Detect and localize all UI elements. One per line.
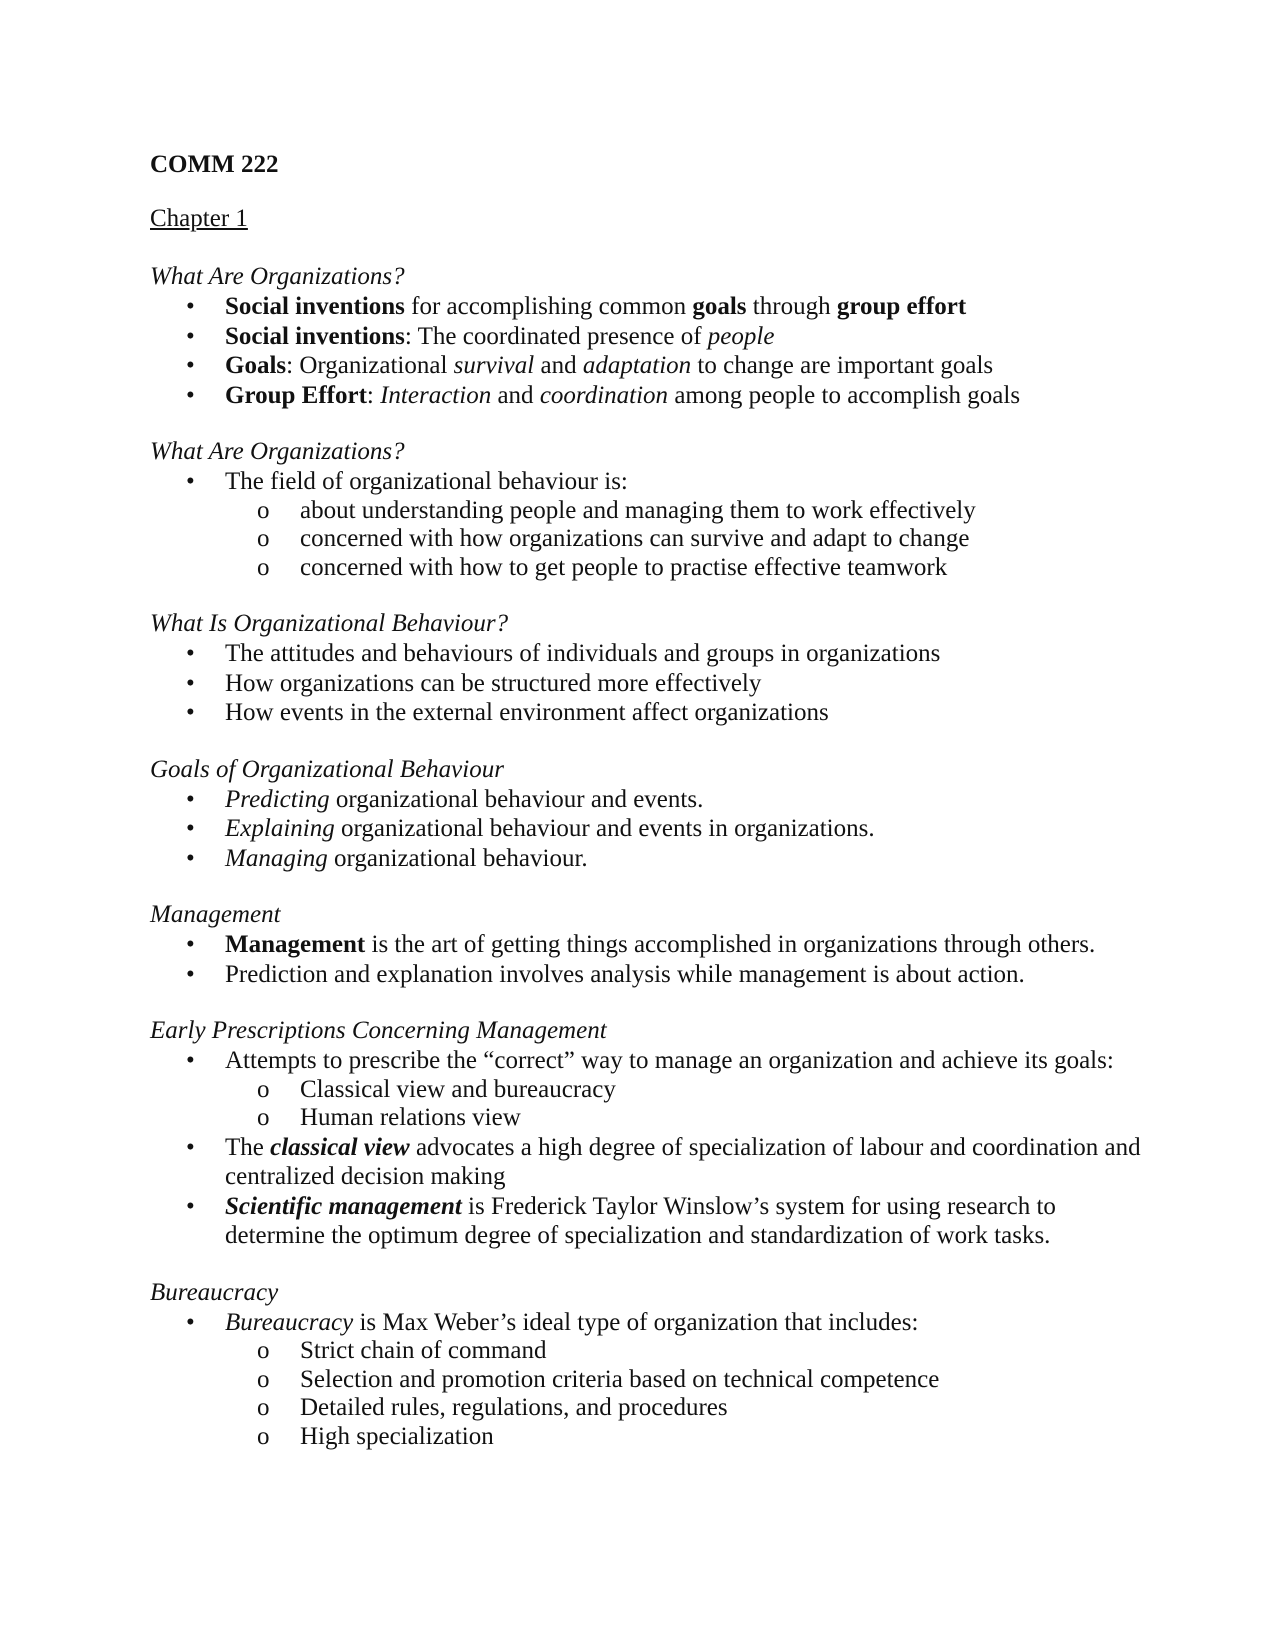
bullet-icon: •: [186, 1047, 195, 1074]
sub-bullet-icon: o: [257, 1075, 270, 1103]
section-what-are-organizations: [150, 262, 1150, 410]
sub-bullet-list: [225, 497, 1150, 583]
sub-list-item: o High specialization: [257, 1422, 494, 1450]
list-item: • Goals: Organizational survival and adaptation to change are important goals: [186, 352, 994, 379]
bullet-list: [150, 930, 1150, 989]
bullet-icon: •: [186, 381, 195, 409]
bullet-icon: •: [186, 322, 195, 350]
list-item: • The classical view advocates a high degree of specialization of labour and coordination and centralized decision making: [186, 1133, 1141, 1190]
list-item: • The attitudes and behaviours of individuals and groups in organizations: [186, 640, 941, 667]
section-bureaucracy: [150, 1278, 1150, 1452]
sub-list-item: o concerned with how organizations can survive and adapt to change: [257, 525, 970, 552]
list-item: • Managing organizational behaviour.: [186, 844, 588, 872]
bullet-list: [150, 639, 1150, 728]
section-early-prescriptions: [150, 1016, 1150, 1251]
section-heading: Bureaucracy: [150, 1278, 279, 1306]
section-heading: Early Prescriptions Concerning Management: [150, 1017, 607, 1044]
sub-bullet-icon: o: [257, 496, 270, 524]
bullet-icon: •: [186, 815, 195, 842]
section-what-are-organizations-2: [150, 437, 1150, 582]
sub-list-item: o Selection and promotion criteria based on technical competence: [257, 1365, 940, 1393]
section-goals-of-ob: [150, 755, 1150, 874]
bullet-icon: •: [186, 1308, 195, 1336]
bullet-icon: •: [186, 293, 195, 320]
list-item: • Group Effort: Interaction and coordination among people to accomplish goals: [186, 381, 1021, 409]
bullet-icon: •: [186, 844, 195, 872]
list-item: • Attempts to prescribe the “correct” way to manage an organization and achieve its goals: o Classical view and bureaucracy o Human relations view: [150, 1046, 1150, 1133]
section-heading: What Are Organizations?: [150, 263, 405, 290]
list-item: • How events in the external environment affect organizations: [186, 699, 829, 726]
sub-list-item: o Classical view and bureaucracy: [257, 1075, 616, 1103]
sub-bullet-list: [225, 1337, 1150, 1451]
bullet-list: [150, 1308, 1150, 1452]
sub-bullet-icon: o: [257, 1394, 270, 1421]
bullet-icon: •: [186, 352, 195, 379]
sub-list-item: o Human relations view: [257, 1104, 521, 1131]
sub-list-item: o concerned with how to get people to practise effective teamwork: [257, 553, 948, 581]
document-title: COMM 222: [150, 151, 279, 178]
sub-bullet-icon: o: [257, 1422, 270, 1450]
list-item: • Management is the art of getting things accomplished in organizations through others.: [186, 931, 1096, 958]
bullet-list: [150, 1046, 1150, 1251]
sub-bullet-icon: o: [257, 1104, 270, 1131]
section-heading: What Is Organizational Behaviour?: [150, 610, 509, 637]
list-item: • Prediction and explanation involves analysis while management is about action.: [186, 960, 1025, 988]
section-what-is-ob: [150, 609, 1150, 728]
chapter-heading: Chapter 1: [150, 205, 248, 232]
list-item: • Social inventions for accomplishing common goals through group effort: [186, 293, 967, 320]
section-heading: Management: [150, 901, 281, 928]
list-item: • How organizations can be structured more effectively: [186, 669, 762, 697]
document-page: [150, 150, 1150, 1478]
bullet-icon: •: [186, 1192, 195, 1220]
bullet-icon: •: [186, 669, 195, 697]
list-item: • Scientific management is Frederick Taylor Winslow’s system for using research to determine the optimum degree of specialization and standardization of work tasks.: [186, 1192, 1056, 1249]
bullet-icon: •: [186, 785, 195, 813]
section-management: [150, 900, 1150, 989]
sub-bullet-icon: o: [257, 553, 270, 581]
sub-bullet-icon: o: [257, 1337, 270, 1364]
sub-list-item: o Strict chain of command: [257, 1337, 547, 1364]
sub-bullet-list: [225, 1076, 1150, 1133]
list-item: • Bureaucracy is Max Weber’s ideal type of organization that includes: o Strict chain of command o Selection and promotion criteria based on technical competence o Detailed rules, regulations, and procedures o High specialization: [150, 1308, 1150, 1452]
sub-list-item: o about understanding people and managing them to work effectively: [257, 496, 976, 524]
sub-bullet-icon: o: [257, 525, 270, 552]
section-heading: Goals of Organizational Behaviour: [150, 755, 504, 783]
bullet-list: [150, 467, 1150, 582]
list-item: • The field of organizational behaviour is: o about understanding people and managing them to work effectively o concerned with how organizations can survive and adapt to change o concerned with how to get people to practise effective teamwork: [150, 467, 1150, 582]
bullet-list: [150, 785, 1150, 874]
list-item: • Predicting organizational behaviour and events.: [186, 785, 704, 813]
bullet-icon: •: [186, 640, 195, 667]
section-heading: What Are Organizations?: [150, 438, 405, 465]
list-item: • Explaining organizational behaviour and events in organizations.: [186, 815, 875, 842]
sub-bullet-icon: o: [257, 1365, 270, 1393]
bullet-icon: •: [186, 931, 195, 958]
bullet-icon: •: [186, 1133, 195, 1161]
bullet-icon: •: [186, 699, 195, 726]
sub-list-item: o Detailed rules, regulations, and procedures: [257, 1394, 728, 1421]
bullet-icon: •: [186, 468, 195, 495]
list-item: • Social inventions: The coordinated presence of people: [186, 322, 775, 350]
bullet-icon: •: [186, 960, 195, 988]
bullet-list: [150, 292, 1150, 410]
